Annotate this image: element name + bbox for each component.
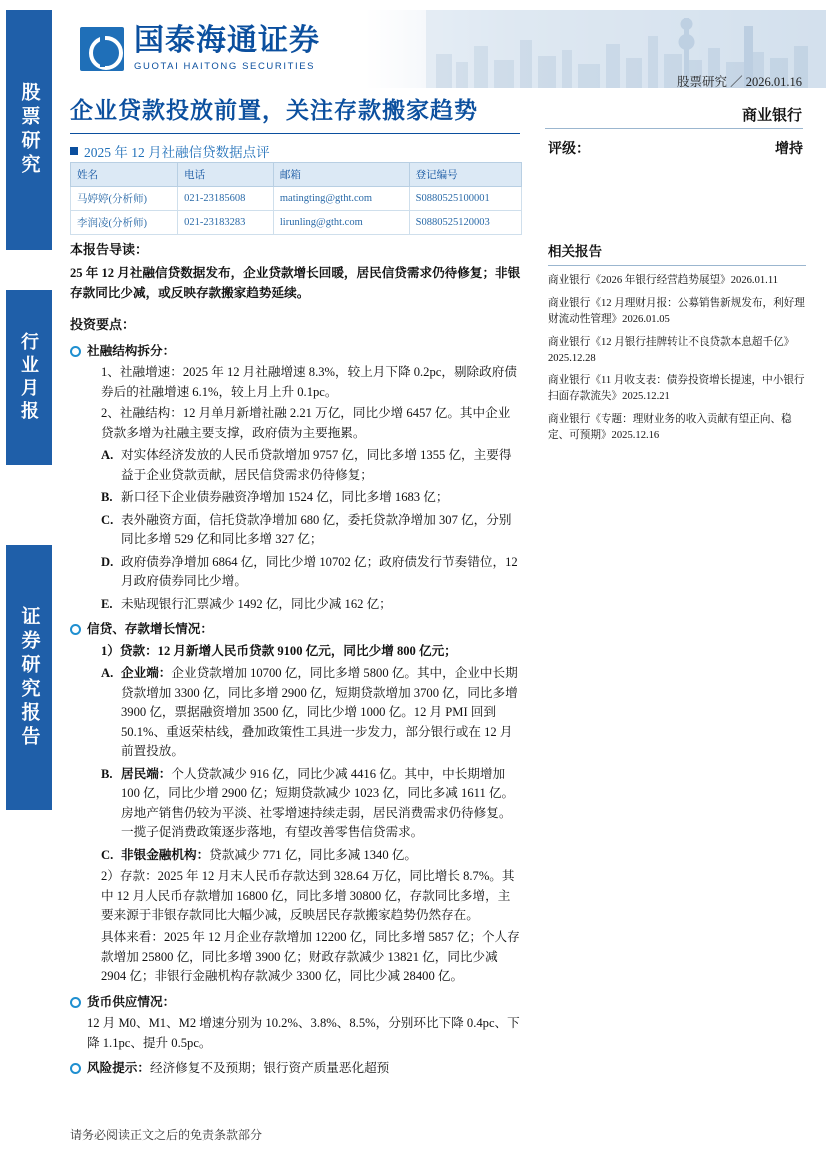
section-paragraph: 具体来看：2025 年 12 月企业存款增加 12200 亿，同比多增 5857 亿；个人存款增加 25800 亿，同比多增 3900 亿；财政存款减少 13821 亿，同比少减 2904 亿；非银行金融机构存款减少 3300 亿，同比少减 28400 亿。 bbox=[101, 930, 520, 984]
related-report-link[interactable]: 商业银行《专题：理财业务的收入贡献有望正向、稳定、可预期》2025.12.16 bbox=[548, 414, 792, 442]
logo-text-chinese: 国泰海通证券 bbox=[134, 24, 320, 57]
analyst-col-name: 姓名 bbox=[71, 163, 178, 187]
item-label: A. bbox=[101, 448, 114, 463]
analyst-col-license: 登记编号 bbox=[409, 163, 521, 187]
section-paragraph: 1）贷款：12 月新增人民币贷款 9100 亿元，同比少增 800 亿元； bbox=[101, 643, 457, 658]
analyst-name: 李润凌(分析师) bbox=[71, 211, 178, 235]
analyst-email[interactable]: lirunling@gtht.com bbox=[273, 211, 409, 235]
lead-heading: 本报告导读： bbox=[70, 242, 149, 257]
logo-mark-icon bbox=[80, 27, 124, 71]
list-item bbox=[87, 846, 522, 866]
table-row bbox=[71, 187, 522, 211]
investment-points-heading: 投资要点： bbox=[70, 317, 136, 333]
left-rail bbox=[0, 0, 58, 1169]
rail-label-securities-research-report: 证券研究报告 bbox=[6, 545, 52, 810]
square-bullet-icon bbox=[70, 147, 78, 155]
rail-label-industry-monthly: 行业月报 bbox=[6, 290, 52, 465]
item-text: 个人贷款减少 916 亿，同比少减 4416 亿。其中，中长期增加 100 亿，同比少增 2900 亿；短期贷款减少 1023 亿，同比多减 1611 亿。房地产销售仍较为平淡、社零增速持续走弱，居民消费需求仍待修复。一揽子促消费政策逐步落地，有望改善零售信贷需求。 bbox=[121, 766, 515, 840]
item-subtitle: 企业端： bbox=[121, 666, 172, 681]
section-paragraph: 12 月 M0、M1、M2 增速分别为 10.2%、3.8%、8.5%，分别环比下降 0.4pc、下降 1.1pc、提升 0.5pc。 bbox=[87, 1016, 520, 1050]
related-reports-divider bbox=[548, 265, 806, 266]
related-report-link[interactable]: 商业银行《12 月银行挂牌转让不良贷款本息超千亿》2025.12.28 bbox=[548, 336, 795, 364]
list-item bbox=[70, 342, 522, 615]
analyst-phone: 021-23183283 bbox=[178, 211, 274, 235]
rating-row bbox=[548, 138, 803, 158]
list-item bbox=[87, 595, 522, 615]
analyst-col-email: 邮箱 bbox=[273, 163, 409, 187]
related-reports-title: 相关报告 bbox=[548, 244, 602, 259]
industry-name: 商业银行 bbox=[741, 108, 802, 124]
section-paragraph: 2）存款：2025 年 12 月末人民币存款达到 328.64 万亿，同比增长 8.7%。其中 12 月人民币存款增加 16800 亿，同比多增 30800 亿，存款同比多增，主要来源于非银存款同比大幅少减，反映居民存款搬家趋势仍然存在。 bbox=[101, 869, 515, 923]
subtitle-row bbox=[70, 141, 520, 161]
rating-label: 评级： bbox=[548, 142, 590, 157]
item-label: D. bbox=[101, 554, 114, 569]
analyst-table bbox=[70, 162, 522, 235]
circle-bullet-icon bbox=[70, 346, 81, 357]
title-zone bbox=[70, 92, 520, 161]
analyst-col-phone: 电话 bbox=[178, 163, 274, 187]
report-body bbox=[70, 240, 522, 1079]
rating-divider bbox=[545, 128, 803, 129]
list-item bbox=[87, 553, 522, 592]
report-category-date: 股票研究 ／ 2026.01.16 bbox=[676, 75, 802, 89]
rail-label-stock-research: 股票研究 bbox=[6, 10, 52, 250]
section-paragraph: 经济修复不及预期；银行资产质量恶化超预 bbox=[149, 1061, 390, 1076]
lead-paragraph: 25 年 12 月社融信贷数据发布，企业贷款增长回暖，居民信贷需求仍待修复；非银存款同比少减，或反映存款搬家趋势延续。 bbox=[70, 266, 521, 301]
item-label: E. bbox=[101, 596, 113, 611]
item-subtitle: 居民端： bbox=[121, 766, 172, 781]
analyst-license: S0880525100001 bbox=[409, 187, 521, 211]
item-label: C. bbox=[101, 847, 114, 862]
circle-bullet-icon bbox=[70, 624, 81, 635]
company-logo bbox=[80, 26, 320, 72]
footer-disclaimer: 请务必阅读正文之后的免责条款部分 bbox=[70, 1128, 263, 1142]
circle-bullet-icon bbox=[70, 1063, 81, 1074]
related-reports-panel bbox=[548, 240, 806, 444]
analyst-name: 马婷婷(分析师) bbox=[71, 187, 178, 211]
list-item bbox=[87, 664, 522, 762]
item-text: 未贴现银行汇票减少 1492 亿，同比少减 162 亿； bbox=[121, 596, 392, 611]
list-item bbox=[70, 620, 522, 986]
analyst-phone: 021-23185608 bbox=[178, 187, 274, 211]
item-text: 新口径下企业债券融资净增加 1524 亿，同比多增 1683 亿； bbox=[121, 490, 449, 505]
section-title: 风险提示： bbox=[87, 1061, 150, 1076]
section-title: 社融结构拆分： bbox=[87, 343, 176, 358]
analyst-license: S0880525120003 bbox=[409, 211, 521, 235]
related-report-link[interactable]: 商业银行《11 月收支表：债券投资增长提速，中小银行扫面存款流失》2025.12.21 bbox=[548, 375, 805, 403]
list-item bbox=[87, 446, 522, 485]
item-text: 企业贷款增加 10700 亿，同比多增 5800 亿。其中，企业中长期贷款增加 3300 亿，同比多增 2900 亿，短期贷款增加 3700 亿，同比多增 3900 亿，票据融资增加 3500 亿，同比少增 1000 亿。12 月 PMI 回到 50.1%、重返荣枯线，叠加政策性工具进一步发力，部分银行或在 12 月前置投放。 bbox=[121, 666, 518, 759]
related-report-link[interactable]: 商业银行《2026 年银行经营趋势展望》2026.01.11 bbox=[548, 275, 779, 286]
section-paragraph: 1、社融增速：2025 年 12 月社融增速 8.3%，较上月下降 0.2pc，剔除政府债券后的社融增速 6.1%，较上月上升 0.1pc。 bbox=[101, 365, 517, 399]
list-item bbox=[87, 488, 522, 508]
section-title: 信贷、存款增长情况： bbox=[87, 622, 213, 637]
item-text: 政府债券净增加 6864 亿，同比少增 10702 亿；政府债发行节奏错位，12 月政府债券同比少增。 bbox=[121, 554, 518, 589]
circle-bullet-icon bbox=[70, 997, 81, 1008]
item-label: C. bbox=[101, 512, 114, 527]
analyst-email[interactable]: matingting@gtht.com bbox=[273, 187, 409, 211]
list-item bbox=[70, 1059, 522, 1079]
item-label: B. bbox=[101, 490, 113, 505]
item-label: A. bbox=[101, 666, 114, 681]
rating-value: 增持 bbox=[775, 142, 803, 157]
item-text: 贷款减少 771 亿，同比多减 1340 亿。 bbox=[209, 847, 417, 862]
section-paragraph: 2、社融结构：12 月单月新增社融 2.21 万亿，同比少增 6457 亿。其中企业贷款多增为社融主要支撑，政府债为主要拖累。 bbox=[101, 406, 511, 440]
item-text: 对实体经济发放的人民币贷款增加 9757 亿，同比多增 1355 亿，主要得益于企业贷款贡献，居民信贷需求仍待修复； bbox=[121, 448, 512, 482]
page-title: 企业贷款投放前置，关注存款搬家趋势 bbox=[70, 98, 478, 123]
item-label: B. bbox=[101, 766, 113, 781]
list-item bbox=[87, 765, 522, 843]
table-row bbox=[71, 211, 522, 235]
related-report-link[interactable]: 商业银行《12 月理财月报：公募销售新规发布，利好理财流动性管理》2026.01.05 bbox=[548, 297, 805, 325]
title-divider bbox=[70, 133, 520, 134]
document-subtitle: 2025 年 12 月社融信贷数据点评 bbox=[84, 145, 270, 160]
section-title: 货币供应情况： bbox=[87, 994, 176, 1009]
analyst-table-header-row bbox=[71, 163, 522, 187]
list-item bbox=[70, 993, 522, 1054]
list-item bbox=[87, 511, 522, 550]
item-subtitle: 非银金融机构： bbox=[121, 847, 210, 862]
item-text: 表外融资方面，信托贷款净增加 680 亿，委托贷款净增加 307 亿，分别同比多增 529 亿和同比多增 327 亿； bbox=[121, 512, 512, 547]
logo-text-english: GUOTAI HAITONG SECURITIES bbox=[134, 61, 316, 72]
